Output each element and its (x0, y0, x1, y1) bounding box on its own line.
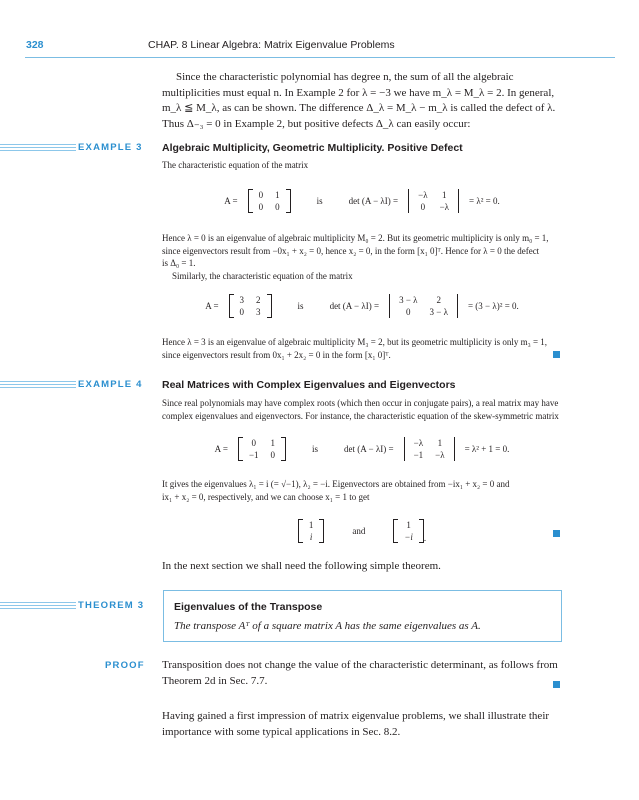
det-entry: 3 − λ (399, 295, 418, 305)
det-expression: det (A − λI) = (329, 301, 380, 311)
and-word: and (352, 526, 366, 536)
example-4-paragraph-1 (162, 397, 562, 422)
text-line: complex eigenvalues and eigenvectors. For instance, the characteristic equation of the skew-symmetric matrix (162, 410, 559, 421)
matrix-lhs: A = (205, 301, 219, 311)
text-line: Having gained a first impression of matrix eigenvalue problems, we shall illustrate their (162, 710, 550, 722)
det-entry: −λ (435, 450, 445, 460)
text-line: importance with some typical applications in Sec. 8.2. (162, 725, 401, 738)
vector-period: . (423, 533, 427, 543)
vector-entry: 1 (308, 520, 314, 530)
det-entry: 1 (437, 438, 443, 448)
example-3-paragraph-2 (162, 232, 562, 282)
matrix-entry: 0 (251, 438, 256, 448)
theorem-3-label-text: THEOREM 3 (78, 600, 145, 611)
example-3-intro: The characteristic equation of the matrix (162, 160, 309, 170)
end-of-proof-marker (553, 681, 560, 688)
is-word: is (297, 301, 304, 311)
equation-rhs: = λ² = 0. (469, 196, 500, 206)
proof-label: PROOF (105, 660, 145, 671)
vector-entry: 1 (406, 520, 411, 530)
example-4-label-text: EXAMPLE 4 (78, 379, 143, 390)
label-rule-lines (0, 144, 76, 153)
matrix-entry: 0 (258, 190, 264, 200)
example-4-title: Real Matrices with Complex Eigenvalues and Eigenvectors (162, 379, 456, 391)
determinant (389, 294, 458, 318)
example-4-paragraph-2 (162, 478, 562, 503)
matrix-lhs: A = (224, 196, 238, 206)
header-rule (25, 57, 615, 58)
end-of-example-marker (553, 530, 560, 537)
text-line: Hence λ = 0 is an eigenvalue of algebraic multiplicity M₀ = 2. But its geometric multiplicity is only m₀ = 1, (162, 233, 549, 243)
eigenvector-2 (393, 519, 427, 543)
intro-paragraph (162, 70, 562, 132)
text-line: since eigenvectors result from 0x₁ + 2x₂ = 0 in the form [x₁ 0]ᵀ. (162, 349, 391, 360)
matrix-entry: 0 (258, 202, 264, 212)
det-entry: 0 (406, 307, 411, 317)
intro-line: Thus Δ₋₃ = 0 in Example 2, but positive defects Δ_λ can easily occur: (162, 117, 471, 130)
matrix-entry: 0 (239, 307, 245, 317)
intro-line: Since the characteristic polynomial has degree n, the sum of all the algebraic (176, 71, 514, 83)
intro-line: multiplicities must equal n. In Example 2 for λ = −3 we have m_λ = M_λ = 2. In general, (162, 86, 555, 99)
matrix-entry: 0 (275, 202, 280, 212)
page-number: 328 (26, 39, 44, 51)
is-word: is (316, 196, 323, 206)
text-line: Theorem 2d in Sec. 7.7. (162, 674, 268, 687)
text-line: ix₁ + x₂ = 0, respectively, and we can choose x₁ = 1 to get (162, 491, 370, 502)
example-4-equation (162, 432, 562, 466)
matrix-entry: 2 (256, 295, 261, 305)
matrix-entry: 1 (275, 190, 280, 200)
equation-rhs: = λ² + 1 = 0. (464, 444, 510, 454)
end-of-example-marker (553, 351, 560, 358)
det-entry: −λ (439, 202, 450, 212)
text-line: It gives the eigenvalues λ₁ = i (= √−1), λ₂ = −i. Eigenvectors are obtained from −ix₁ + x₂ = 0 and (162, 479, 510, 489)
proof-text (162, 658, 562, 689)
closing-paragraph (162, 709, 562, 740)
theorem-3-title: Eigenvalues of the Transpose (174, 601, 323, 613)
matrix-entry: 0 (270, 450, 276, 460)
det-entry: 0 (420, 202, 426, 212)
det-expression: det (A − λI) = (344, 444, 394, 454)
matrix-entry: −1 (248, 450, 259, 460)
matrix-lhs: A = (214, 444, 228, 454)
label-rule-lines (0, 602, 76, 611)
matrix-A (238, 437, 286, 461)
text-line: Transposition does not change the value of the characteristic determinant, as follows from (162, 659, 558, 671)
matrix-entry: 3 (256, 307, 261, 317)
example-3-equation-1 (162, 184, 562, 218)
theorem-3-box (163, 590, 562, 642)
example-3-label-text: EXAMPLE 3 (78, 142, 143, 153)
text-line: Similarly, the characteristic equation of the matrix (172, 270, 353, 281)
eigenvector-pair (162, 512, 562, 550)
vector-entry: −i (404, 532, 413, 542)
example-3-equation-2 (162, 289, 562, 323)
det-entry: 3 − λ (429, 307, 448, 317)
det-entry: −1 (413, 450, 424, 460)
example-3-title: Algebraic Multiplicity, Geometric Multiplicity. Positive Defect (162, 142, 463, 154)
is-word: is (312, 444, 319, 454)
label-rule-lines (0, 381, 76, 390)
chapter-header: CHAP. 8 Linear Algebra: Matrix Eigenvalue Problems (148, 39, 395, 51)
example-3-paragraph-3 (162, 336, 562, 361)
eigenvector-1 (298, 519, 325, 543)
det-expression: det (A − λI) = (348, 196, 399, 206)
matrix-A (248, 189, 291, 213)
text-line: Since real polynomials may have complex roots (which then occur in conjugate pairs), a real matrix may have (162, 398, 559, 408)
determinant (408, 189, 459, 213)
det-entry: −λ (413, 438, 424, 448)
det-entry: 2 (436, 295, 441, 305)
theorem-3-statement: The transpose Aᵀ of a square matrix A has the same eigenvalues as A. (174, 620, 481, 632)
determinant (404, 437, 455, 461)
matrix-entry: 3 (239, 295, 245, 305)
text-line: since eigenvectors result from −0x₁ + x₂ = 0, hence x₂ = 0, in the form [x₁ 0]ᵀ. Hence for λ = 0 the defect (162, 245, 540, 256)
text-line: Hence λ = 3 is an eigenvalue of algebraic multiplicity M₃ = 2, but its geometric multiplicity is only m₃ = 1, (162, 337, 548, 347)
matrix-entry: 1 (270, 438, 276, 448)
equation-rhs: = (3 − λ)² = 0. (467, 301, 519, 311)
transition-text: In the next section we shall need the following simple theorem. (162, 560, 441, 572)
text-line: is Δ₀ = 1. (162, 258, 196, 269)
det-entry: −λ (418, 190, 428, 200)
matrix-A (229, 294, 272, 318)
intro-line: m_λ ≦ M_λ, as can be shown. The difference Δ_λ = M_λ − m_λ is called the defect of λ. (162, 102, 556, 115)
vector-entry: i (309, 532, 313, 542)
det-entry: 1 (442, 190, 447, 200)
